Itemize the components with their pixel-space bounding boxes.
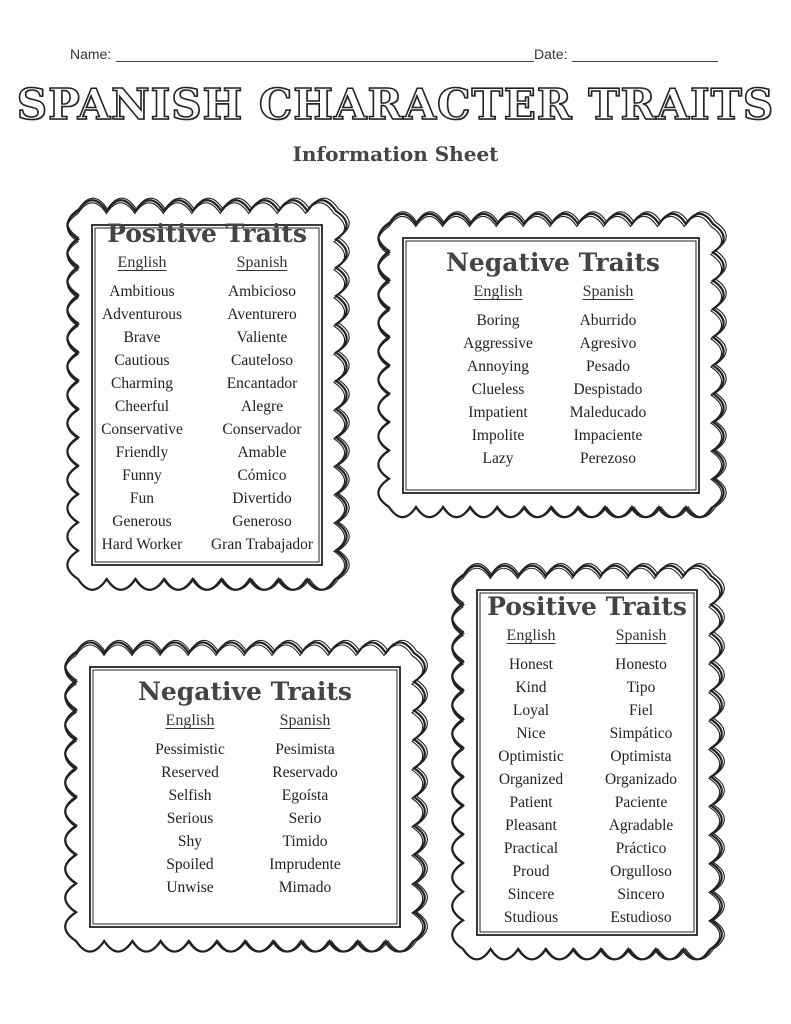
trait-word: Impatient — [468, 404, 528, 421]
trait-word: Agradable — [608, 817, 674, 834]
trait-word: Estudioso — [610, 909, 672, 926]
trait-word: Funny — [122, 467, 162, 484]
trait-word: Ambitious — [109, 283, 175, 300]
trait-word: Mimado — [278, 879, 332, 896]
trait-word: Boring — [476, 312, 520, 329]
trait-word: Selfish — [168, 787, 212, 804]
trait-word: Gran Trabajador — [210, 536, 314, 553]
card-title: Negative Traits — [138, 677, 352, 706]
trait-word: Cautious — [114, 352, 170, 369]
spanish-column — [585, 627, 697, 929]
card-negative-traits-2 — [60, 637, 430, 957]
english-column — [130, 712, 250, 899]
trait-word: Divertido — [232, 490, 292, 507]
trait-word: Conservador — [222, 421, 302, 438]
english-header: English — [165, 712, 215, 729]
name-label: Name: — [70, 46, 112, 62]
trait-word: Unwise — [166, 879, 214, 896]
trait-word: Agresivo — [579, 335, 637, 352]
card-title: Positive Traits — [107, 219, 307, 248]
trait-word: Charming — [110, 375, 173, 392]
trait-word: Encantador — [226, 375, 298, 392]
trait-word: Practical — [503, 840, 559, 857]
trait-word: Shy — [177, 833, 203, 850]
trait-word: Fun — [129, 490, 155, 507]
trait-word: Perezoso — [580, 450, 636, 467]
card-positive-traits-2 — [447, 560, 727, 965]
trait-word: Ambicioso — [227, 283, 297, 300]
trait-word: Loyal — [512, 702, 550, 719]
trait-word: Orgulloso — [610, 863, 672, 880]
trait-word: Imprudente — [269, 856, 341, 873]
trait-word: Organized — [498, 771, 564, 788]
trait-word: Pesado — [586, 358, 630, 375]
trait-word: Honesto — [615, 656, 667, 673]
trait-word: Studious — [503, 909, 559, 926]
trait-word: Cauteloso — [231, 352, 293, 369]
spanish-header: Spanish — [582, 283, 634, 300]
trait-word: Tipo — [626, 679, 656, 696]
trait-word: Cómico — [237, 467, 287, 484]
trait-word: Simpático — [609, 725, 673, 742]
trait-word: Sincere — [507, 886, 555, 903]
trait-word: Optimista — [610, 748, 672, 765]
trait-word: Adventurous — [101, 306, 183, 323]
name-field[interactable] — [116, 61, 534, 62]
trait-word: Generoso — [232, 513, 292, 530]
trait-word: Serious — [166, 810, 214, 827]
trait-word: Hard Worker — [101, 536, 183, 553]
trait-word: Generous — [112, 513, 172, 530]
trait-word: Conservative — [101, 421, 183, 438]
trait-word: Reserved — [161, 764, 219, 781]
trait-word: Proud — [512, 863, 550, 880]
trait-word: Friendly — [115, 444, 169, 461]
trait-word: Paciente — [614, 794, 668, 811]
name-date-line — [70, 42, 720, 66]
trait-word: Organizado — [604, 771, 678, 788]
english-column — [443, 283, 553, 470]
date-field[interactable] — [572, 61, 718, 62]
trait-word: Aburrido — [579, 312, 637, 329]
page-title: SPANISH CHARACTER TRAITS — [16, 80, 775, 129]
spanish-column — [553, 283, 663, 470]
trait-word: Alegre — [240, 398, 284, 415]
english-header: English — [473, 283, 523, 300]
trait-word: Optimistic — [498, 748, 564, 765]
trait-word: Spoiled — [166, 856, 214, 873]
trait-word: Sincero — [617, 886, 665, 903]
trait-word: Nice — [516, 725, 546, 742]
trait-word: Brave — [123, 329, 161, 346]
trait-word: Lazy — [482, 450, 514, 467]
trait-word: Serio — [288, 810, 322, 827]
trait-word: Despistado — [573, 381, 643, 398]
spanish-header: Spanish — [279, 712, 331, 729]
page-subtitle: Information Sheet — [292, 142, 499, 166]
english-column — [87, 254, 197, 556]
card-positive-traits-1 — [62, 195, 352, 595]
trait-word: Reservado — [272, 764, 338, 781]
spanish-header: Spanish — [236, 254, 288, 271]
card-negative-traits-1 — [373, 208, 729, 523]
english-header: English — [117, 254, 167, 271]
trait-word: Annoying — [467, 358, 529, 375]
trait-word: Aggressive — [463, 335, 533, 352]
trait-word: Pessimistic — [155, 741, 225, 758]
trait-word: Pleasant — [505, 817, 557, 834]
spanish-header: Spanish — [615, 627, 667, 644]
spanish-column — [250, 712, 360, 899]
card-title: Negative Traits — [446, 248, 660, 277]
trait-word: Fiel — [628, 702, 654, 719]
trait-word: Kind — [515, 679, 547, 696]
date-label: Date: — [534, 46, 568, 62]
trait-word: Cheerful — [114, 398, 170, 415]
spanish-column — [197, 254, 327, 556]
trait-word: Valiente — [236, 329, 288, 346]
trait-word: Impolite — [471, 427, 525, 444]
card-title: Positive Traits — [487, 592, 687, 621]
english-header: English — [506, 627, 556, 644]
trait-word: Aventurero — [227, 306, 297, 323]
trait-word: Clueless — [471, 381, 525, 398]
trait-word: Patient — [509, 794, 553, 811]
trait-word: Honest — [509, 656, 553, 673]
trait-word: Timido — [282, 833, 328, 850]
trait-word: Maleducado — [569, 404, 647, 421]
trait-word: Egoísta — [281, 787, 329, 804]
english-column — [477, 627, 585, 929]
trait-word: Impaciente — [573, 427, 643, 444]
trait-word: Pesimista — [275, 741, 335, 758]
trait-word: Práctico — [615, 840, 667, 857]
trait-word: Amable — [237, 444, 287, 461]
